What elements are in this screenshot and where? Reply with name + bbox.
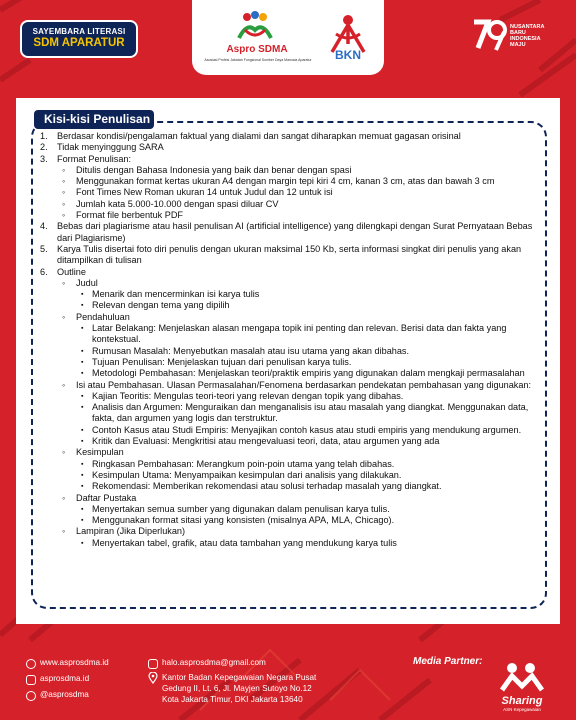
outline-section <box>76 312 546 380</box>
outline-point: ▪ Metodologi Pembahasan: Menjelaskan teori/praktik empiris yang digunakan dalam mengkaji permasalahan <box>92 368 546 379</box>
section-title: Kisi-kisi Penulisan <box>34 110 154 129</box>
outline-label: Kesimpulan <box>76 447 124 458</box>
outline-point: ▪ Latar Belakang: Menjelaskan alasan mengapa topik ini penting dan relevan. Berisi data dan fakta yang kontekstual. <box>92 323 546 346</box>
twitter-icon <box>26 691 36 701</box>
email-link[interactable]: halo.asprosdma@gmail.com <box>162 658 266 667</box>
website-link[interactable]: www.asprosdma.id <box>40 658 109 667</box>
address-block <box>162 672 316 705</box>
list-item-text: Tidak menyinggung SARA <box>57 142 164 153</box>
guidelines-list <box>40 131 546 549</box>
format-item: ◦ Menggunakan format kertas ukuran A4 dengan margin tepi kiri 4 cm, kanan 3 cm, atas dan bawah 3 cm <box>76 176 546 187</box>
ri-tagline-line: MAJU <box>510 42 526 48</box>
instagram-icon <box>26 675 36 685</box>
outline-label: Lampiran (Jika Diperlukan) <box>76 526 186 537</box>
outline-point: ▪ Tujuan Penulisan: Menjelaskan tujuan dari penulisan karya tulis. <box>92 357 546 368</box>
footer-address <box>148 672 316 705</box>
outline-section <box>76 447 546 492</box>
footer-website[interactable] <box>26 658 109 669</box>
globe-icon <box>26 659 36 669</box>
ri-79-logo-icon <box>470 16 510 52</box>
media-partner-label: Media Partner: <box>413 656 483 667</box>
aspro-sdma-logo-icon <box>235 10 275 42</box>
format-item: ◦ Ditulis dengan Bahasa Indonesia yang baik dan benar dengan spasi <box>76 165 546 176</box>
address-line: Kota Jakarta Timur, DKI Jakarta 13640 <box>162 695 303 704</box>
outline-point: ▪ Analisis dan Argumen: Menguraikan dan menganalisis isu atau masalah yang diangkat. Menggunakan data, fakta, dan argumen yang logis dan terstruktur. <box>92 402 546 425</box>
footer <box>0 636 576 720</box>
list-item-text: Outline <box>57 266 86 277</box>
event-badge <box>20 20 138 58</box>
outline-point: ▪ Contoh Kasus atau Studi Empiris: Menyajikan contoh kasus atau studi empiris yang mendukung argumen. <box>92 425 546 436</box>
badge-title: SAYEMBARA LITERASI <box>32 27 126 36</box>
list-item <box>57 131 546 142</box>
format-item: ◦ Font Times New Roman ukuran 14 untuk Judul dan 12 untuk isi <box>76 187 546 198</box>
aspro-sdma-tagline: Asosiasi Profesi Jabatan Fungsional Sumber Daya Manusia Aparatur <box>204 58 312 62</box>
outline-label: Isi atau Pembahasan. Ulasan Permasalahan/Fenomena berdasarkan pendekatan pembahasan yang digunakan: <box>76 379 532 390</box>
location-pin-icon <box>148 672 158 684</box>
footer-twitter[interactable] <box>26 690 89 701</box>
outline-section <box>76 380 546 448</box>
outline-section <box>76 278 546 312</box>
outline-point: ▪ Menggunakan format sitasi yang konsisten (misalnya APA, MLA, Chicago). <box>92 515 546 526</box>
list-item-text: Bebas dari plagiarisme atau hasil penulisan AI (artificial intelligence) yang dilengkapi dengan Surat Pernyataan Bebas dari Plagiarisme) <box>57 221 533 243</box>
outline-section <box>76 493 546 527</box>
outline-point: ▪ Ringkasan Pembahasan: Merangkum poin-poin utama yang telah dibahas. <box>92 459 546 470</box>
format-item: ◦ Format file berbentuk PDF <box>76 210 546 221</box>
outline-label: Pendahuluan <box>76 311 130 322</box>
list-item <box>57 154 546 222</box>
partner-logos <box>192 0 384 75</box>
list-item-text: Format Penulisan: <box>57 153 132 164</box>
outline-point: ▪ Rekomendasi: Memberikan rekomendasi atau solusi terhadap masalah yang diangkat. <box>92 481 546 492</box>
outline-point: ▪ Menyertakan tabel, grafik, atau data tambahan yang mendukung karya tulis <box>92 538 546 549</box>
format-item: ◦ Jumlah kata 5.000-10.000 dengan spasi diluar CV <box>76 199 546 210</box>
mail-icon <box>148 659 158 669</box>
outline-point: ▪ Menarik dan mencerminkan isi karya tulis <box>92 289 546 300</box>
outline-point: ▪ Kesimpulan Utama: Menyampaikan kesimpulan dari analisis yang dilakukan. <box>92 470 546 481</box>
outline-section <box>76 526 546 549</box>
list-item <box>57 221 546 244</box>
outline-point: ▪ Rumusan Masalah: Menyebutkan masalah atau isu utama yang akan dibahas. <box>92 346 546 357</box>
list-item <box>57 142 546 153</box>
aspro-sdma-name: Aspro SDMA <box>226 44 288 55</box>
address-line: Gedung II, Lt. 6, Jl. Mayjen Sutoyo No.12 <box>162 684 312 693</box>
outline-point: ▪ Relevan dengan tema yang dipilih <box>92 300 546 311</box>
badge-subtitle: SDM APARATUR <box>33 37 125 49</box>
outline-label: Judul <box>76 277 98 288</box>
footer-instagram[interactable] <box>26 674 89 685</box>
sharing-asn-logo-icon <box>492 660 552 716</box>
sharing-wordmark: Sharing <box>501 695 543 707</box>
header <box>0 0 576 90</box>
footer-email[interactable] <box>148 658 266 669</box>
twitter-handle[interactable]: @asprosdma <box>40 690 89 699</box>
ri-tagline <box>510 24 544 48</box>
ri-tagline-line: NUSANTARA <box>510 24 545 30</box>
address-line: Kantor Badan Kepegawaian Negara Pusat <box>162 673 317 682</box>
list-item <box>57 267 546 549</box>
list-item-text: Berdasar kondisi/pengalaman faktual yang dialami dan sangat diharapkan memuat gagasan orisinal <box>57 131 461 141</box>
ri-tagline-line: BARU <box>510 30 526 36</box>
outline-label: Daftar Pustaka <box>76 492 137 503</box>
list-item-text: Karya Tulis disertai foto diri penulis dengan ukuran maksimal 150 Kb, serta informasi singkat diri penulis yang akan ditampilkan di tulisan <box>57 243 522 266</box>
sharing-tagline: ASN Kepegawaian <box>503 707 541 712</box>
bkn-label: BKN <box>335 48 361 62</box>
instagram-handle[interactable]: asprosdma.id <box>40 674 90 683</box>
ri-tagline-line: INDONESIA <box>510 36 541 42</box>
outline-point: ▪ Kritik dan Evaluasi: Mengkritisi atau mengevaluasi teori, data, atau argumen yang ada <box>92 436 546 447</box>
outline-point: ▪ Menyertakan semua sumber yang digunakan dalam penulisan karya tulis. <box>92 504 546 515</box>
outline-point: ▪ Kajian Teoritis: Mengulas teori-teori yang relevan dengan topik yang dibahas. <box>92 391 546 402</box>
list-item <box>57 244 546 267</box>
